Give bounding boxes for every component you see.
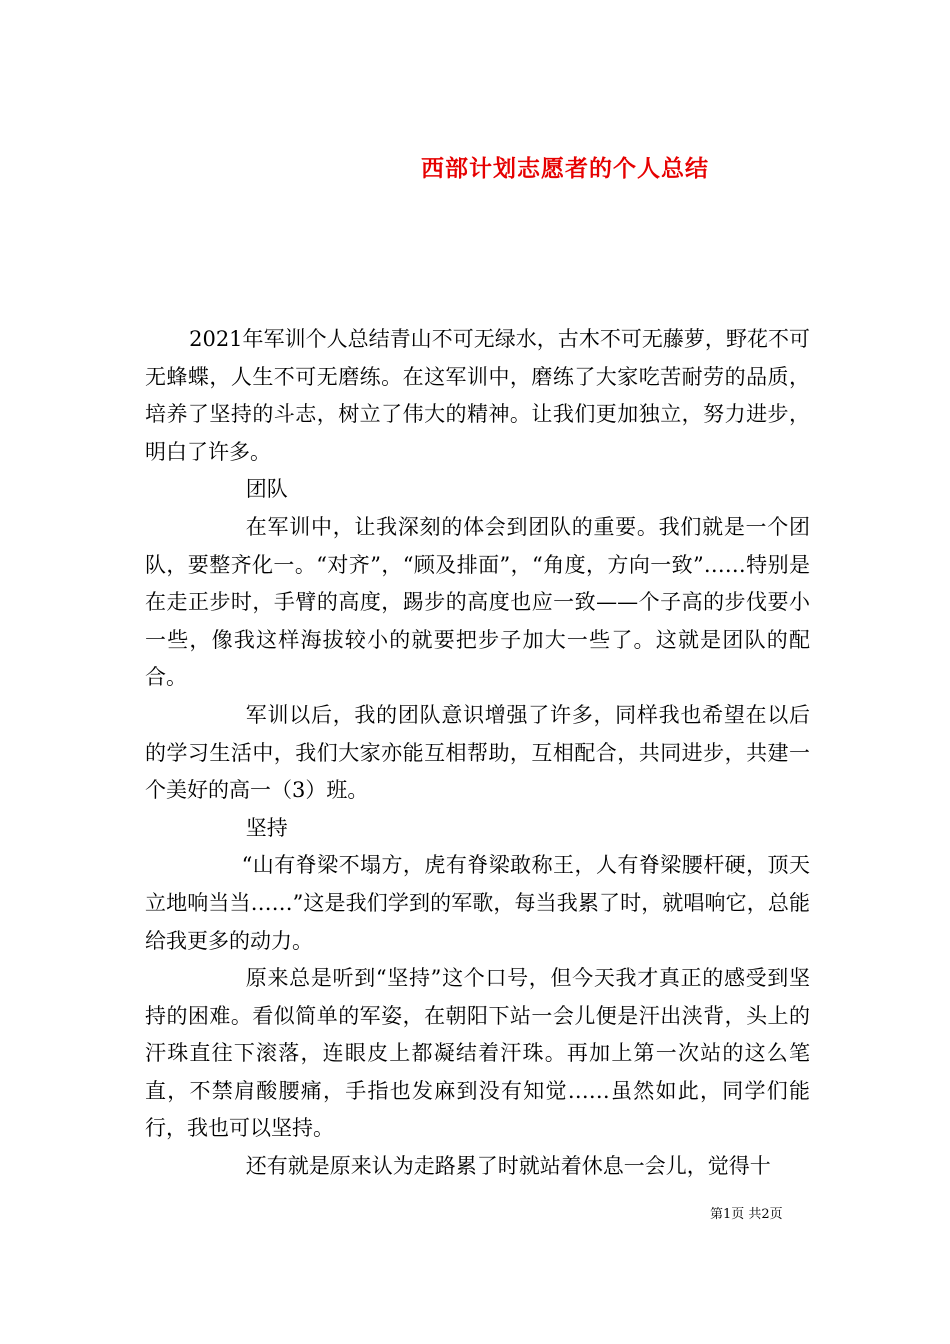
page-number-footer: 第1页 共2页 bbox=[710, 1207, 783, 1222]
section-heading-persist: 坚持 bbox=[245, 815, 288, 840]
paragraph-team-1: 在军训中，让我深刻的体会到团队的重要。我们就是一个团队，要整齐化一。“对齐”，“顾及排面”，“角度，方向一致”……特别是在走正步时，手臂的高度，踢步的高度也应一致——个子高的步伐要小一些，像我这样海拔较小的就要把步子加大一些了。这就是团队的配合。 bbox=[145, 514, 810, 690]
paragraph-team-2: 军训以后，我的团队意识增强了许多，同样我也希望在以后的学习生活中，我们大家亦能互相帮助，互相配合，共同进步，共建一个美好的高一（3）班。 bbox=[145, 702, 810, 803]
paragraph-persist-1: “山有脊梁不塌方，虎有脊梁敢称王，人有脊梁腰杆硬，顶天立地响当当……”这是我们学到的军歌，每当我累了时，就唱响它，总能给我更多的动力。 bbox=[145, 853, 810, 953]
paragraph-intro: 2021年军训个人总结青山不可无绿水，古木不可无藤萝，野花不可无蜂蝶，人生不可无磨练。在这军训中，磨练了大家吃苦耐劳的品质，培养了坚持的斗志，树立了伟大的精神。让我们更加独立，努力进步，明白了许多。 bbox=[145, 327, 810, 464]
paragraph-persist-2: 原来总是听到“坚持”这个口号，但今天我才真正的感受到坚持的困难。看似简单的军姿，在朝阳下站一会儿便是汗出浃背，头上的汗珠直往下滚落，连眼皮上都凝结着汗珠。再加上第一次站的这么笔直，不禁肩酸腰痛，手指也发麻到没有知觉……虽然如此，同学们能行，我也可以坚持。 bbox=[145, 966, 810, 1141]
document-body bbox=[145, 321, 810, 1186]
section-heading-team: 团队 bbox=[245, 477, 288, 502]
document-title: 西部计划志愿者的个人总结 bbox=[421, 155, 709, 183]
paragraph-persist-3: 还有就是原来认为走路累了时就站着休息一会儿，觉得十 bbox=[245, 1154, 771, 1179]
